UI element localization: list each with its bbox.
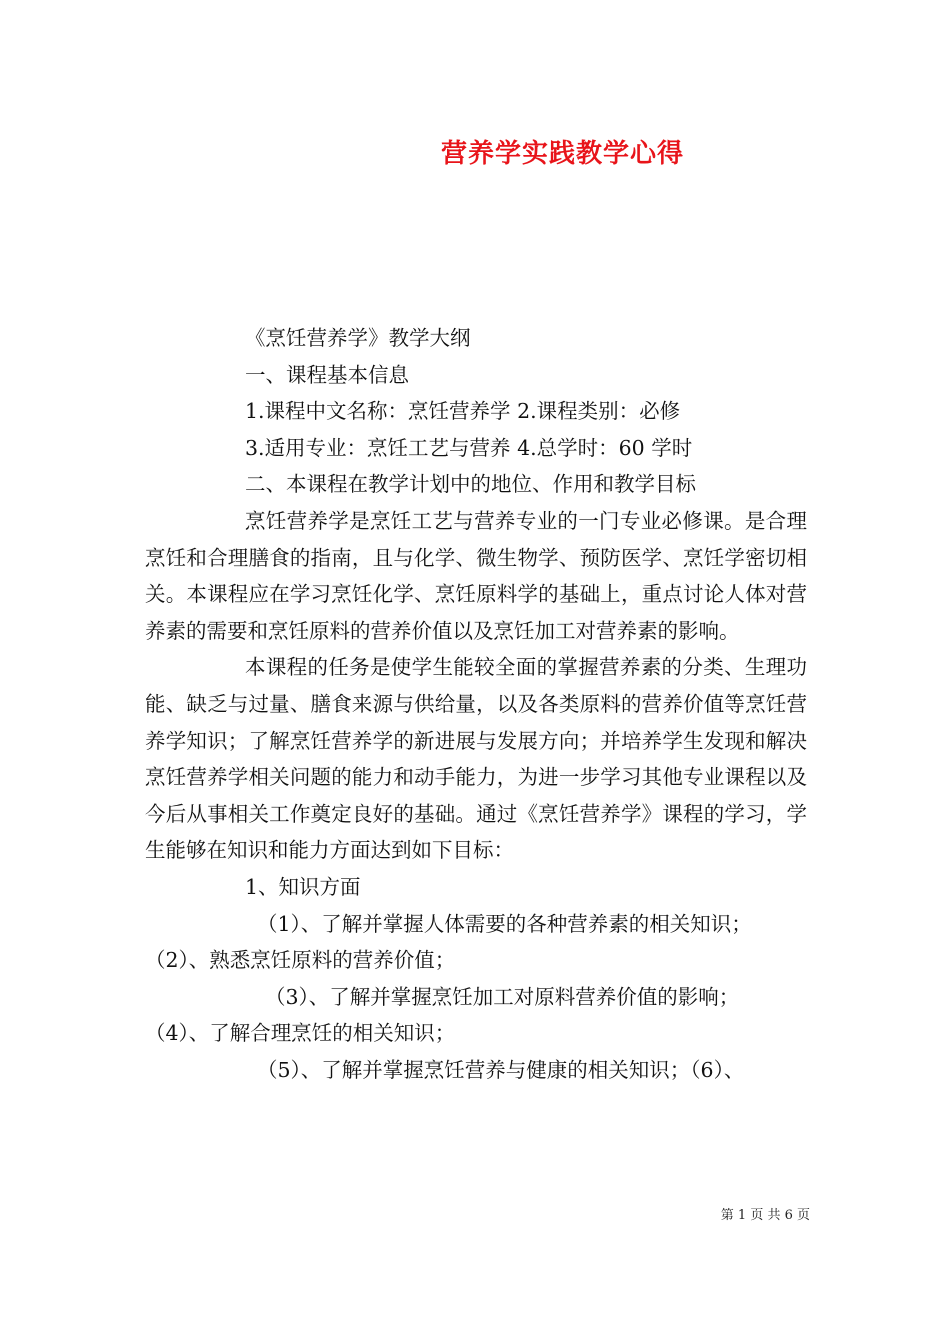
course-info-line-2: 3.适用专业：烹饪工艺与营养 4.总学时：60 学时 [245, 435, 693, 460]
paragraph-course-task: 本课程的任务是使学生能较全面的掌握营养素的分类、生理功能、缺乏与过量、膳食来源与供给量，以及各类原料的营养价值等烹饪营养学知识；了解烹饪营养学的新进展与发展方向；并培养学生发现和解决烹饪营养学相关问题的能力和动手能力，为进一步学习其他专业课程以及今后从事相关工作奠定良好的基础。通过《烹饪营养学》课程的学习，学生能够在知识和能力方面达到如下目标： [145, 655, 807, 863]
course-info-line-1: 1.课程中文名称：烹饪营养学 2.课程类别：必修 [245, 399, 681, 424]
section-heading-basic-info: 一、课程基本信息 [245, 362, 409, 387]
syllabus-title: 《烹饪营养学》教学大纲 [245, 326, 471, 350]
page-number: 第 1 页 共 6 页 [720, 1208, 810, 1223]
document-title: 营养学实践教学心得 [440, 139, 684, 169]
document-body [145, 320, 807, 1088]
knowledge-item-4: （4）、了解合理烹饪的相关知识； [145, 1021, 456, 1046]
knowledge-item-1: （1）、了解并掌握人体需要的各种营养素的相关知识； [257, 911, 752, 936]
paragraph-course-role: 烹饪营养学是烹饪工艺与营养专业的一门专业必修课。是合理烹饪和合理膳食的指南，且与化学、微生物学、预防医学、烹饪学密切相关。本课程应在学习烹饪化学、烹饪原料学的基础上，重点讨论人体对营养素的需要和烹饪原料的营养价值以及烹饪加工对营养素的影响。 [145, 508, 807, 643]
section-heading-knowledge: 1、知识方面 [245, 874, 361, 899]
section-heading-objectives: 二、本课程在教学计划中的地位、作用和教学目标 [245, 472, 696, 497]
knowledge-item-5: （5）、了解并掌握烹饪营养与健康的相关知识；（6）、 [257, 1057, 745, 1082]
knowledge-item-3: （3）、了解并掌握烹饪加工对原料营养价值的影响； [265, 984, 740, 1009]
knowledge-item-2: （2）、熟悉烹饪原料的营养价值； [145, 948, 456, 973]
